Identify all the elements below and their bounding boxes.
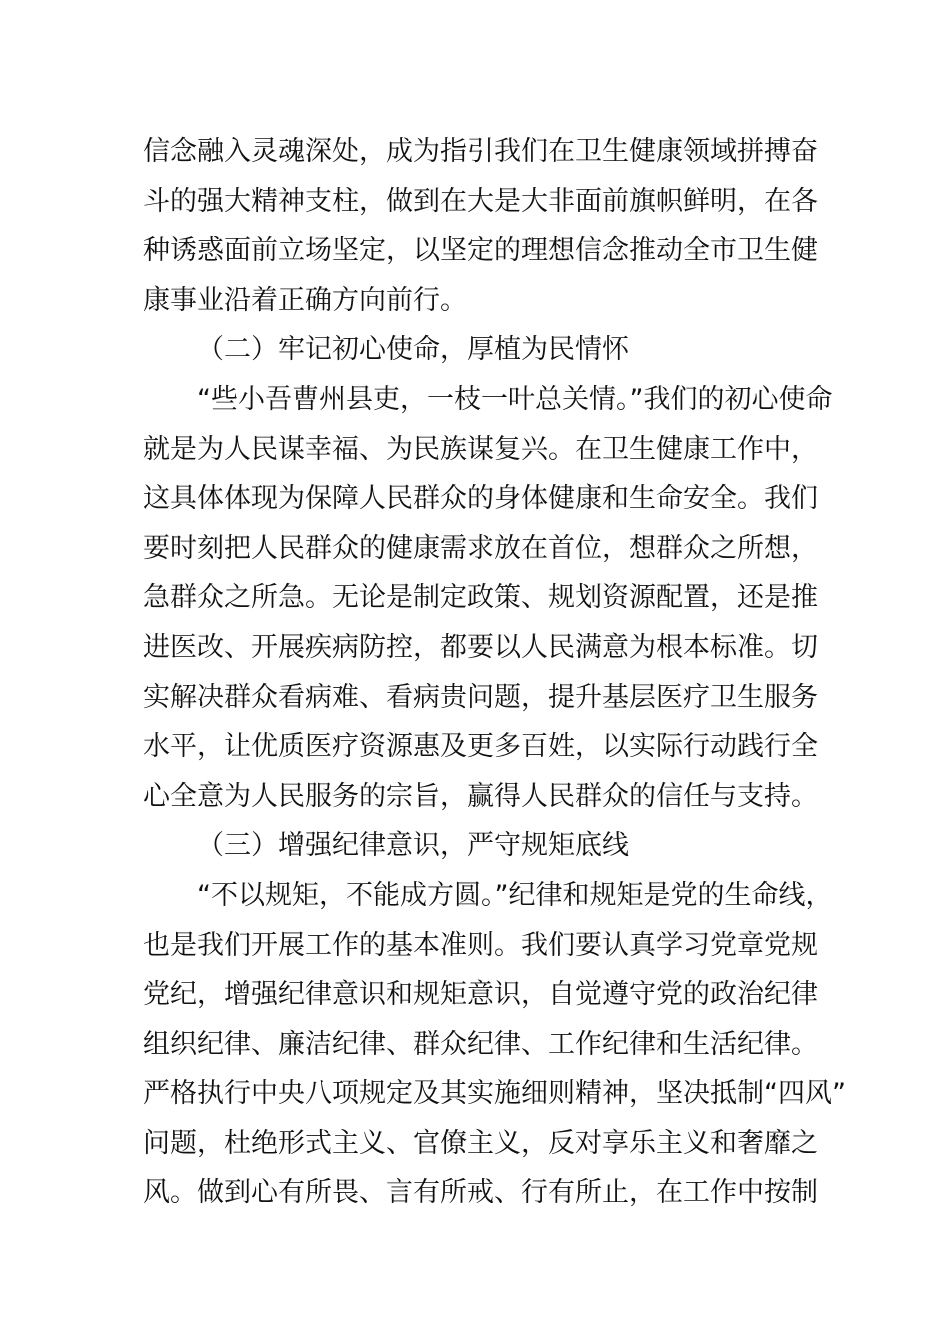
body-text-line: 康事业沿着正确方向前行。 — [143, 284, 467, 316]
body-text-line: 实解决群众看病难、看病贵问题，提升基层医疗卫生服务 — [143, 681, 818, 713]
section-heading-2: （二）牢记初心使命，厚植为民情怀 — [197, 334, 629, 366]
body-text-line: 进医改、开展疾病防控，都要以人民满意为根本标准。切 — [143, 631, 818, 663]
body-text-line: 也是我们开展工作的基本准则。我们要认真学习党章党规 — [143, 929, 818, 961]
body-text-line: 党纪，增强纪律意识和规矩意识，自觉遵守党的政治纪律 — [143, 979, 818, 1011]
body-text-line: 严格执行中央八项规定及其实施细则精神，坚决抵制“四风” — [143, 1078, 846, 1110]
section-heading-3: （三）增强纪律意识，严守规矩底线 — [197, 830, 629, 862]
body-text-line: 急群众之所急。无论是制定政策、规划资源配置，还是推 — [143, 582, 818, 614]
body-text-line: 要时刻把人民群众的健康需求放在首位，想群众之所想， — [143, 532, 818, 564]
body-text-line: 斗的强大精神支柱，做到在大是大非面前旗帜鲜明，在各 — [143, 185, 818, 217]
body-text-line: 心全意为人民服务的宗旨，赢得人民群众的信任与支持。 — [143, 780, 818, 812]
body-text-line: 风。做到心有所畏、言有所戒、行有所止，在工作中按制 — [143, 1177, 818, 1209]
body-text-line: 问题，杜绝形式主义、官僚主义，反对享乐主义和奢靡之 — [143, 1127, 818, 1159]
body-text-line: 种诱惑面前立场坚定，以坚定的理想信念推动全市卫生健 — [143, 235, 818, 267]
body-text-line: 水平，让优质医疗资源惠及更多百姓，以实际行动践行全 — [143, 731, 818, 763]
paragraph-first-line: “些小吾曹州县吏，一枝一叶总关情。”我们的初心使命 — [197, 383, 833, 415]
body-text-line: 这具体体现为保障人民群众的身体健康和生命安全。我们 — [143, 483, 818, 515]
body-text-line: 组织纪律、廉洁纪律、群众纪律、工作纪律和生活纪律。 — [143, 1028, 818, 1060]
body-text-line: 信念融入灵魂深处，成为指引我们在卫生健康领域拼搏奋 — [143, 136, 818, 167]
document-body — [143, 127, 846, 1218]
paragraph-first-line: “不以规矩，不能成方圆。”纪律和规矩是党的生命线， — [197, 879, 833, 911]
body-text-line: 就是为人民谋幸福、为民族谋复兴。在卫生健康工作中， — [143, 433, 818, 465]
